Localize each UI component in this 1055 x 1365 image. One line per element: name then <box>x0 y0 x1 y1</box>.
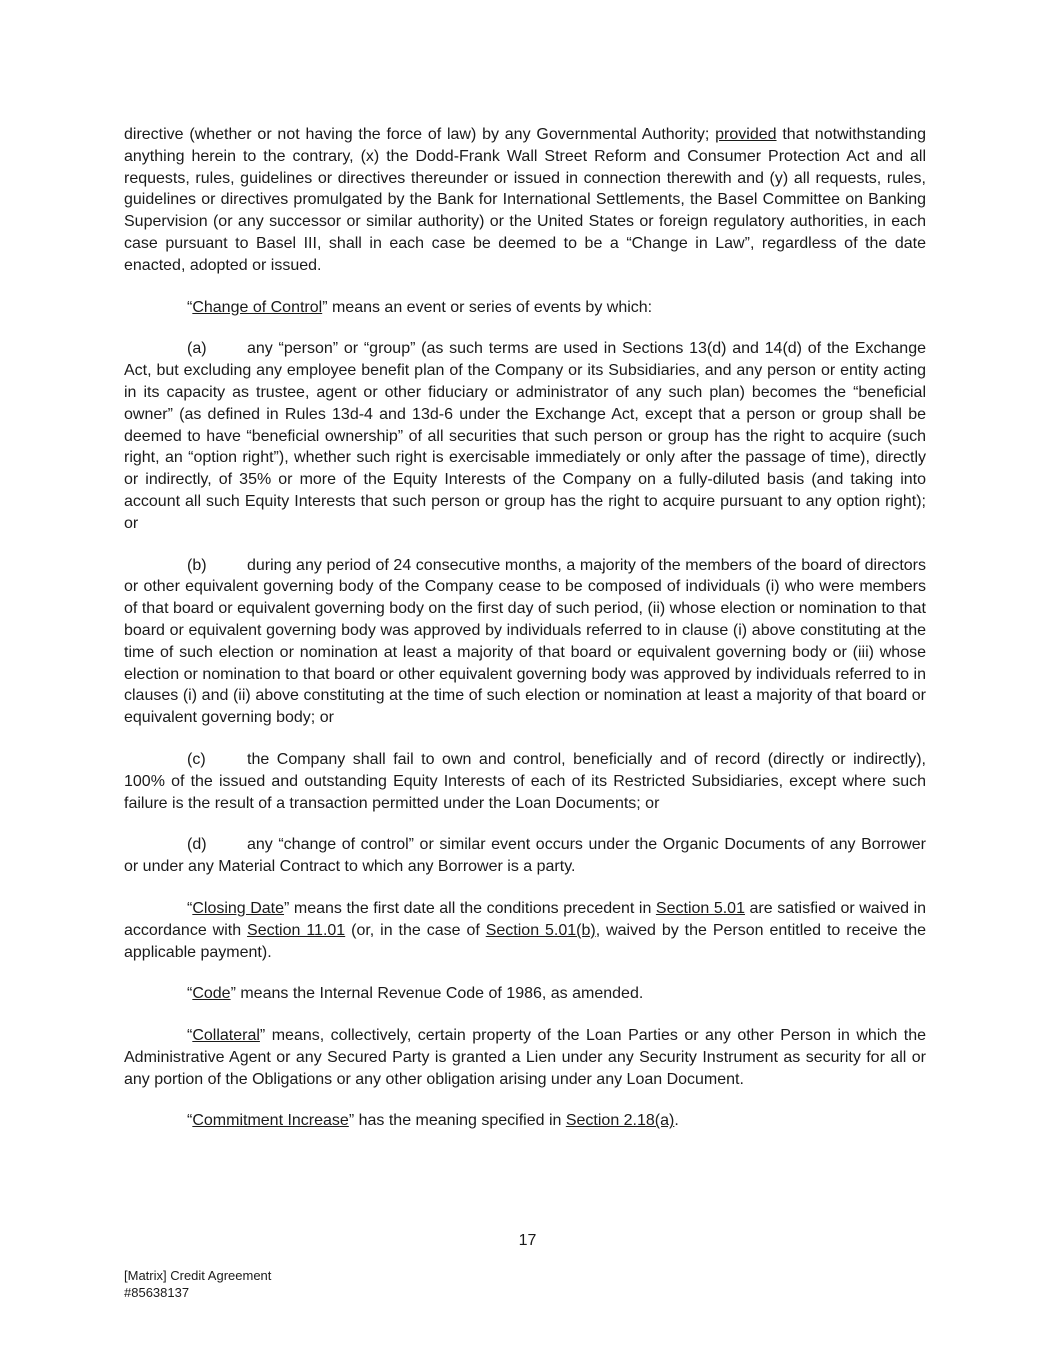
clause-a <box>124 338 926 534</box>
change-in-law-continuation <box>124 124 926 277</box>
clause-text: any “person” or “group” (as such terms are used in Sections 13(d) and 14(d) of the Exchange Act, but excluding any employee benefit plan of the Company or its Subsidiaries, and any person or entity acting in its capacity as trustee, agent or other fiduciary or administrator of any such plan) becomes the “beneficial owner” (as defined in Rules 13d-4 and 13d-6 under the Exchange Act, except that a person or group shall be deemed to have “beneficial ownership” of all securities that such person or group has the right to acquire (such right, an “option right”), whether such right is exercisable immediately or only after the passage of time), directly or indirectly, of 35% or more of the Equity Interests of the Company on a fully-diluted basis (and taking into account all such Equity Interests that such person or group has the right to acquire pursuant to any option right); or <box>124 340 926 532</box>
section-reference: Section 5.01(b) <box>485 921 596 939</box>
clause-text: the Company shall fail to own and control, beneficially and of record (directly or indirectly), 100% of the issued and outstanding Equity Interests of each of its Restricted Subsidiaries, except where such failure is the result of a transaction permitted under the Loan Documents; or <box>124 750 926 812</box>
definition-text: (or, in the case of <box>345 921 486 939</box>
section-reference: Section 11.01 <box>247 921 346 939</box>
section-reference: Section 2.18(a) <box>565 1112 675 1130</box>
definition-text: are satisfied or waived in accordance with <box>124 899 927 939</box>
open-quote: “ <box>187 1027 193 1045</box>
definition-text: . <box>674 1112 679 1130</box>
open-quote: “ <box>187 899 193 917</box>
clause-label: (a) <box>187 340 207 358</box>
defined-term: Collateral <box>192 1027 260 1045</box>
clause-c <box>124 749 926 814</box>
definition-text: ” means, collectively, certain property of the Loan Parties or any other Person in which the Administrative Agent or any Secured Party is granted a Lien under any Security Instrument as security for all or any portion of the Obligations or any other obligation arising under any Loan Document. <box>124 1027 926 1088</box>
definition-text: ” means an event or series of events by which: <box>322 298 653 316</box>
definition-text: , waived by the Person entitled to receive the applicable payment). <box>124 921 926 961</box>
clause-label: (d) <box>187 836 207 854</box>
section-reference: Section 5.01 <box>655 899 745 917</box>
clause-d <box>124 834 926 878</box>
text-span: that notwithstanding anything herein to the contrary, (x) the Dodd-Frank Wall Street Reform and Consumer Protection Act and all requests, rules, guidelines or directives thereunder or issued in connection therewith and (y) all requests, rules, guidelines or directives promulgated by the Bank for International Settlements, the Basel Committee on Banking Supervision (or any successor or similar authority) or the United States or foreign regulatory authorities, in each case pursuant to Basel III, shall in each case be deemed to be a “Change in Law”, regardless of the date enacted, adopted or issued. <box>124 126 926 274</box>
defined-term: Closing Date <box>192 899 285 917</box>
open-quote: “ <box>187 1112 193 1130</box>
open-quote: “ <box>187 985 193 1003</box>
defined-term: Commitment Increase <box>192 1112 349 1130</box>
definition-text: ” means the Internal Revenue Code of 1986, as amended. <box>230 985 644 1003</box>
definition-code <box>124 983 926 1005</box>
text-span: directive (whether or not having the force of law) by any Governmental Authority; <box>124 126 716 143</box>
footer <box>124 1267 271 1301</box>
definition-collateral <box>124 1025 926 1090</box>
clause-label: (c) <box>187 750 206 768</box>
document-body <box>124 124 926 1152</box>
clause-text: during any period of 24 consecutive months, a majority of the members of the board of directors or other equivalent governing body of the Company cease to be composed of individuals (i) who were members of that board or equivalent governing body on the first day of such period, (ii) whose election or nomination to that board or equivalent governing body was approved by individuals referred to in clause (i) above constituting at the time of such election or nomination at least a majority of that board or equivalent governing body or (iii) whose election or nomination to that board or other equivalent governing body was approved by individuals referred to in clauses (i) and (ii) above constituting at the time of such election or nomination at least a majority of that board or equivalent governing body; or <box>124 556 926 727</box>
footer-title: [Matrix] Credit Agreement <box>124 1268 272 1283</box>
definition-change-of-control <box>124 297 926 319</box>
clause-b <box>124 555 926 729</box>
clause-text: any “change of control” or similar event occurs under the Organic Documents of any Borrower or under any Material Contract to which any Borrower is a party. <box>124 836 926 876</box>
definition-closing-date <box>124 898 926 963</box>
page-number: 17 <box>518 1232 537 1249</box>
clause-label: (b) <box>187 556 207 574</box>
provided-term: provided <box>715 126 777 143</box>
defined-term: Change of Control <box>192 298 323 316</box>
open-quote: “ <box>187 298 193 316</box>
definition-text: ” means the first date all the conditions precedent in <box>284 899 656 917</box>
defined-term: Code <box>192 985 231 1003</box>
definition-text: ” has the meaning specified in <box>348 1112 566 1130</box>
footer-doc-id: #85638137 <box>124 1285 190 1300</box>
definition-commitment-increase <box>124 1110 926 1132</box>
